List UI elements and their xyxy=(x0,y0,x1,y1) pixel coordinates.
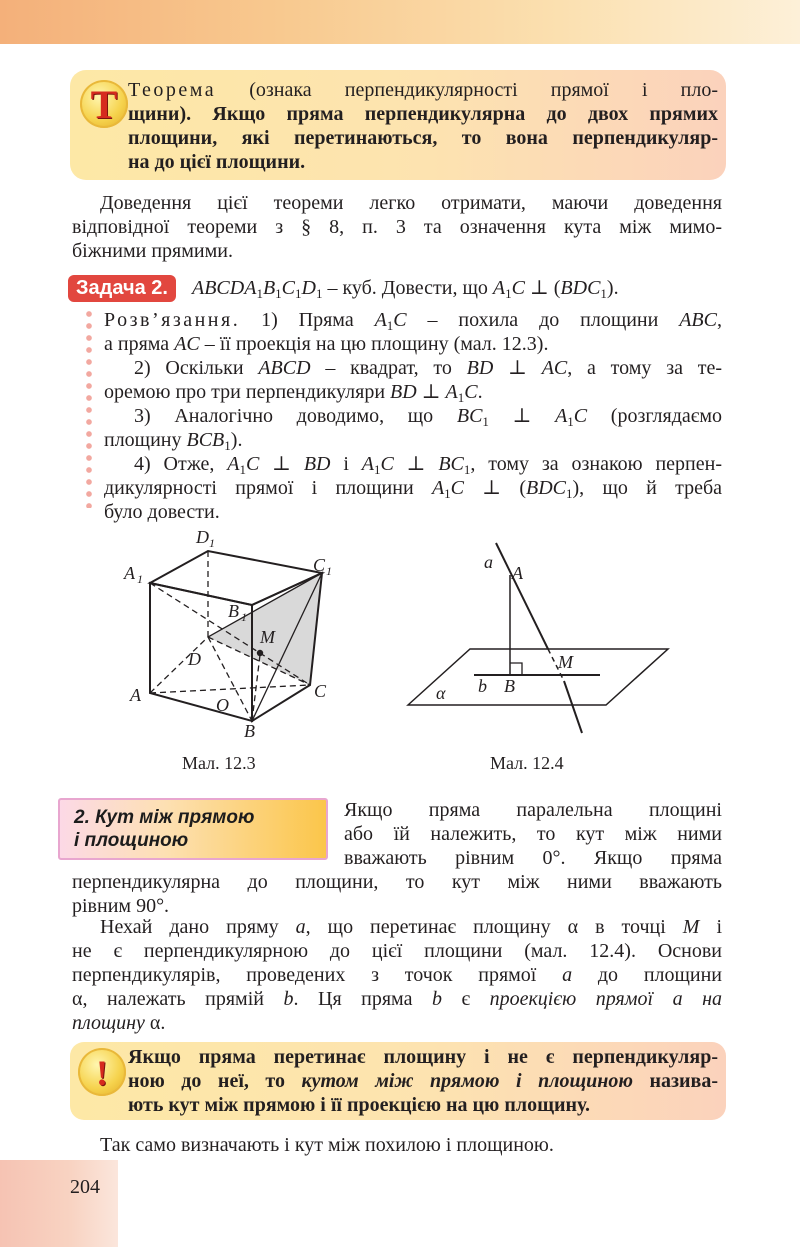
label-A: A xyxy=(130,685,141,705)
label-b: b xyxy=(478,676,487,696)
figure-12-4-caption: Мал. 12.4 xyxy=(490,753,564,773)
definition-line-1: Якщо пряма перетинає площину і не є перпендикуляр- xyxy=(128,1046,718,1068)
para2-line-2: не є перпендикулярною до цієї площини (мал. 12.4). Основи xyxy=(72,940,722,962)
theorem-line-1: Теорема (ознака перпендикулярності прямої і пло- xyxy=(128,79,718,101)
label-D: D xyxy=(188,649,201,669)
svg-text:1: 1 xyxy=(209,536,215,550)
section-para-line-5: рівним 90°. xyxy=(72,895,170,917)
label-C1: C xyxy=(313,555,326,575)
label-alpha: α xyxy=(436,683,446,703)
point-M xyxy=(257,650,263,656)
theorem-line-3: площини, які перетинаються, то вона перпендикуляр- xyxy=(128,127,718,149)
para2-line-1: Нехай дано пряму a, що перетинає площину α в точці M і xyxy=(100,916,723,938)
solution-step-4: 4) Отже, $A_1C$ ⊥ BD і $A_1C$ ⊥ $BC_1$, тому за ознакою перпен- xyxy=(134,453,722,477)
theorem-line-4: на до цієї площини. xyxy=(128,151,306,173)
figure-12-4-plane xyxy=(400,535,680,745)
solution-step-2: 2) Оскільки ABCD – квадрат, то BD ⊥ AC, а тому за те- xyxy=(134,357,723,379)
top-decor-band xyxy=(0,0,800,44)
section-para-line-3: вважають рівним 0°. Якщо пряма xyxy=(344,847,722,869)
theorem-line-2: щини). Якщо пряма перпендикулярна до двох прямих xyxy=(128,103,719,125)
label-O: O xyxy=(216,695,229,715)
section-para-line-2: або їй належить, то кут між ними xyxy=(344,823,722,845)
page-number: 204 xyxy=(70,1176,100,1198)
label-C: C xyxy=(314,681,327,701)
plane-alpha xyxy=(408,649,668,705)
svg-text:1: 1 xyxy=(137,572,143,586)
label-B: B xyxy=(244,721,255,741)
solution-dots-decor xyxy=(84,308,94,508)
task-statement: $ABCDA_1B_1C_1D_1$ – куб. Довести, що $A_1C$ ⊥ $(BDC_1)$. xyxy=(192,277,619,301)
label-M: M xyxy=(558,652,573,672)
proof-intro-line-1: Доведення цієї теореми легко отримати, маючи доведення xyxy=(100,192,722,214)
task-label: Задача 2. xyxy=(68,275,176,302)
section-para-line-4: перпендикулярна до площини, то кут між ними вважають xyxy=(72,871,722,893)
solution-step-4b: дикулярності прямої і площини $A_1C$ ⊥ $(BDC_1)$, що й треба xyxy=(104,477,723,501)
figure-12-3-caption: Мал. 12.3 xyxy=(182,753,256,773)
label-a: a xyxy=(484,552,493,572)
para2-line-3: перпендикулярів, проведених з точок прямої a до площини xyxy=(72,964,723,986)
right-angle-mark xyxy=(510,663,522,675)
label-B1: B xyxy=(228,601,239,621)
svg-text:1: 1 xyxy=(326,564,332,578)
definition-line-2: ною до неї, то кутом між прямою і площиною назива- xyxy=(128,1070,719,1092)
solution-step-1: Розв’язання. 1) Пряма $A_1C$ – похила до площини ABC, xyxy=(104,309,722,333)
para2-line-4: α, належать прямій b. Ця пряма b є проекцією прямої a на xyxy=(72,988,722,1010)
proof-intro-line-2: відповідної теореми з § 8, п. 3 та означення кута між мимо- xyxy=(72,216,722,238)
label-M: M xyxy=(260,627,275,647)
solution-step-2b: оремою про три перпендикуляри BD ⊥ $A_1C$. xyxy=(104,381,483,405)
definition-line-3: ють кут між прямою і її проекцією на цю площину. xyxy=(128,1094,591,1116)
solution-step-1b: а пряма AC – її проекція на цю площину (мал. 12.3). xyxy=(104,333,549,355)
section-heading-text: 2. Кут між прямою і площиною xyxy=(74,807,255,851)
label-A: A xyxy=(512,563,523,583)
solution-step-3b: площину $BCB_1$). xyxy=(104,429,243,453)
theorem-badge-icon xyxy=(80,80,128,128)
solution-step-3: 3) Аналогічно доводимо, що $BC_1$ ⊥ $A_1C$ (розглядаємо xyxy=(134,405,723,429)
exclamation-badge-icon: ! xyxy=(78,1048,126,1096)
diag-AC xyxy=(150,685,310,693)
section-heading-box xyxy=(58,798,328,860)
line-a-upper xyxy=(496,543,548,649)
line-a-lower xyxy=(564,681,582,733)
label-B: B xyxy=(504,676,515,696)
svg-text:1: 1 xyxy=(241,610,247,624)
section-para-line-1: Якщо пряма паралельна площині xyxy=(344,799,722,821)
figure-12-3-cube xyxy=(120,525,350,745)
solution-step-4c: було довести. xyxy=(104,501,220,523)
label-D1: D xyxy=(196,527,209,547)
label-A1: A xyxy=(124,563,135,583)
page-number-box xyxy=(0,1160,118,1247)
proof-intro-line-3: біжними прямими. xyxy=(72,240,233,262)
para2-line-5: площину α. xyxy=(72,1012,166,1034)
closing-sentence: Так само визначають і кут між похилою і площиною. xyxy=(100,1134,554,1156)
theorem-badge-letter: Т xyxy=(90,82,118,127)
